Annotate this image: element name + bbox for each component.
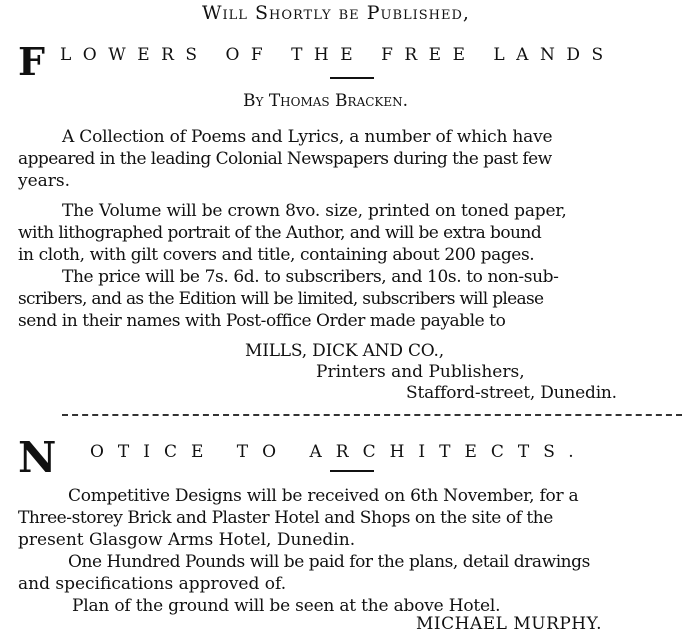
title-rule (330, 77, 374, 79)
title-dropcap: F (18, 39, 45, 84)
notice-line: One Hundred Pounds will be paid for the plans, detail drawings (68, 552, 590, 572)
paragraph-line: The Volume will be crown 8vo. size, printed on toned paper, (62, 201, 567, 221)
paragraph-line: appeared in the leading Colonial Newspapers during the past few (18, 149, 552, 169)
book-title: LOWERS OF THE FREE LANDS (60, 45, 615, 65)
paragraph-line: A Collection of Poems and Lyrics, a number of which have (62, 127, 553, 147)
paragraph-line: years. (18, 171, 71, 191)
notice-line: Three-storey Brick and Plaster Hotel and Shops on the site of the (18, 508, 553, 528)
section-separator (62, 414, 682, 416)
publisher-role: Printers and Publishers, (316, 362, 525, 382)
publisher-name: MILLS, DICK AND CO., (245, 341, 444, 361)
publisher-address: Stafford-street, Dunedin. (406, 383, 617, 403)
notice-line: present Glasgow Arms Hotel, Dunedin. (18, 530, 356, 550)
notice-rule (330, 470, 374, 472)
author-line: By Thomas Bracken. (243, 91, 409, 111)
paragraph-line: The price will be 7s. 6d. to subscribers, and 10s. to non-sub- (62, 267, 559, 287)
paragraph-line: with lithographed portrait of the Author, and will be extra bound (18, 223, 542, 243)
notice-title: OTICE TO ARCHITECTS. (90, 442, 588, 462)
paragraph-line: scribers, and as the Edition will be limited, subscribers will please (18, 289, 544, 309)
notice-dropcap: N (18, 433, 57, 482)
ad-header: Will Shortly be Published, (202, 2, 470, 24)
paragraph-line: send in their names with Post-office Order made payable to (18, 311, 506, 331)
notice-signature: MICHAEL MURPHY. (416, 614, 603, 634)
notice-line: Plan of the ground will be seen at the above Hotel. (72, 596, 501, 616)
notice-line: Competitive Designs will be received on 6th November, for a (68, 486, 579, 506)
notice-line: and specifications approved of. (18, 574, 287, 594)
paragraph-line: in cloth, with gilt covers and title, containing about 200 pages. (18, 245, 535, 265)
